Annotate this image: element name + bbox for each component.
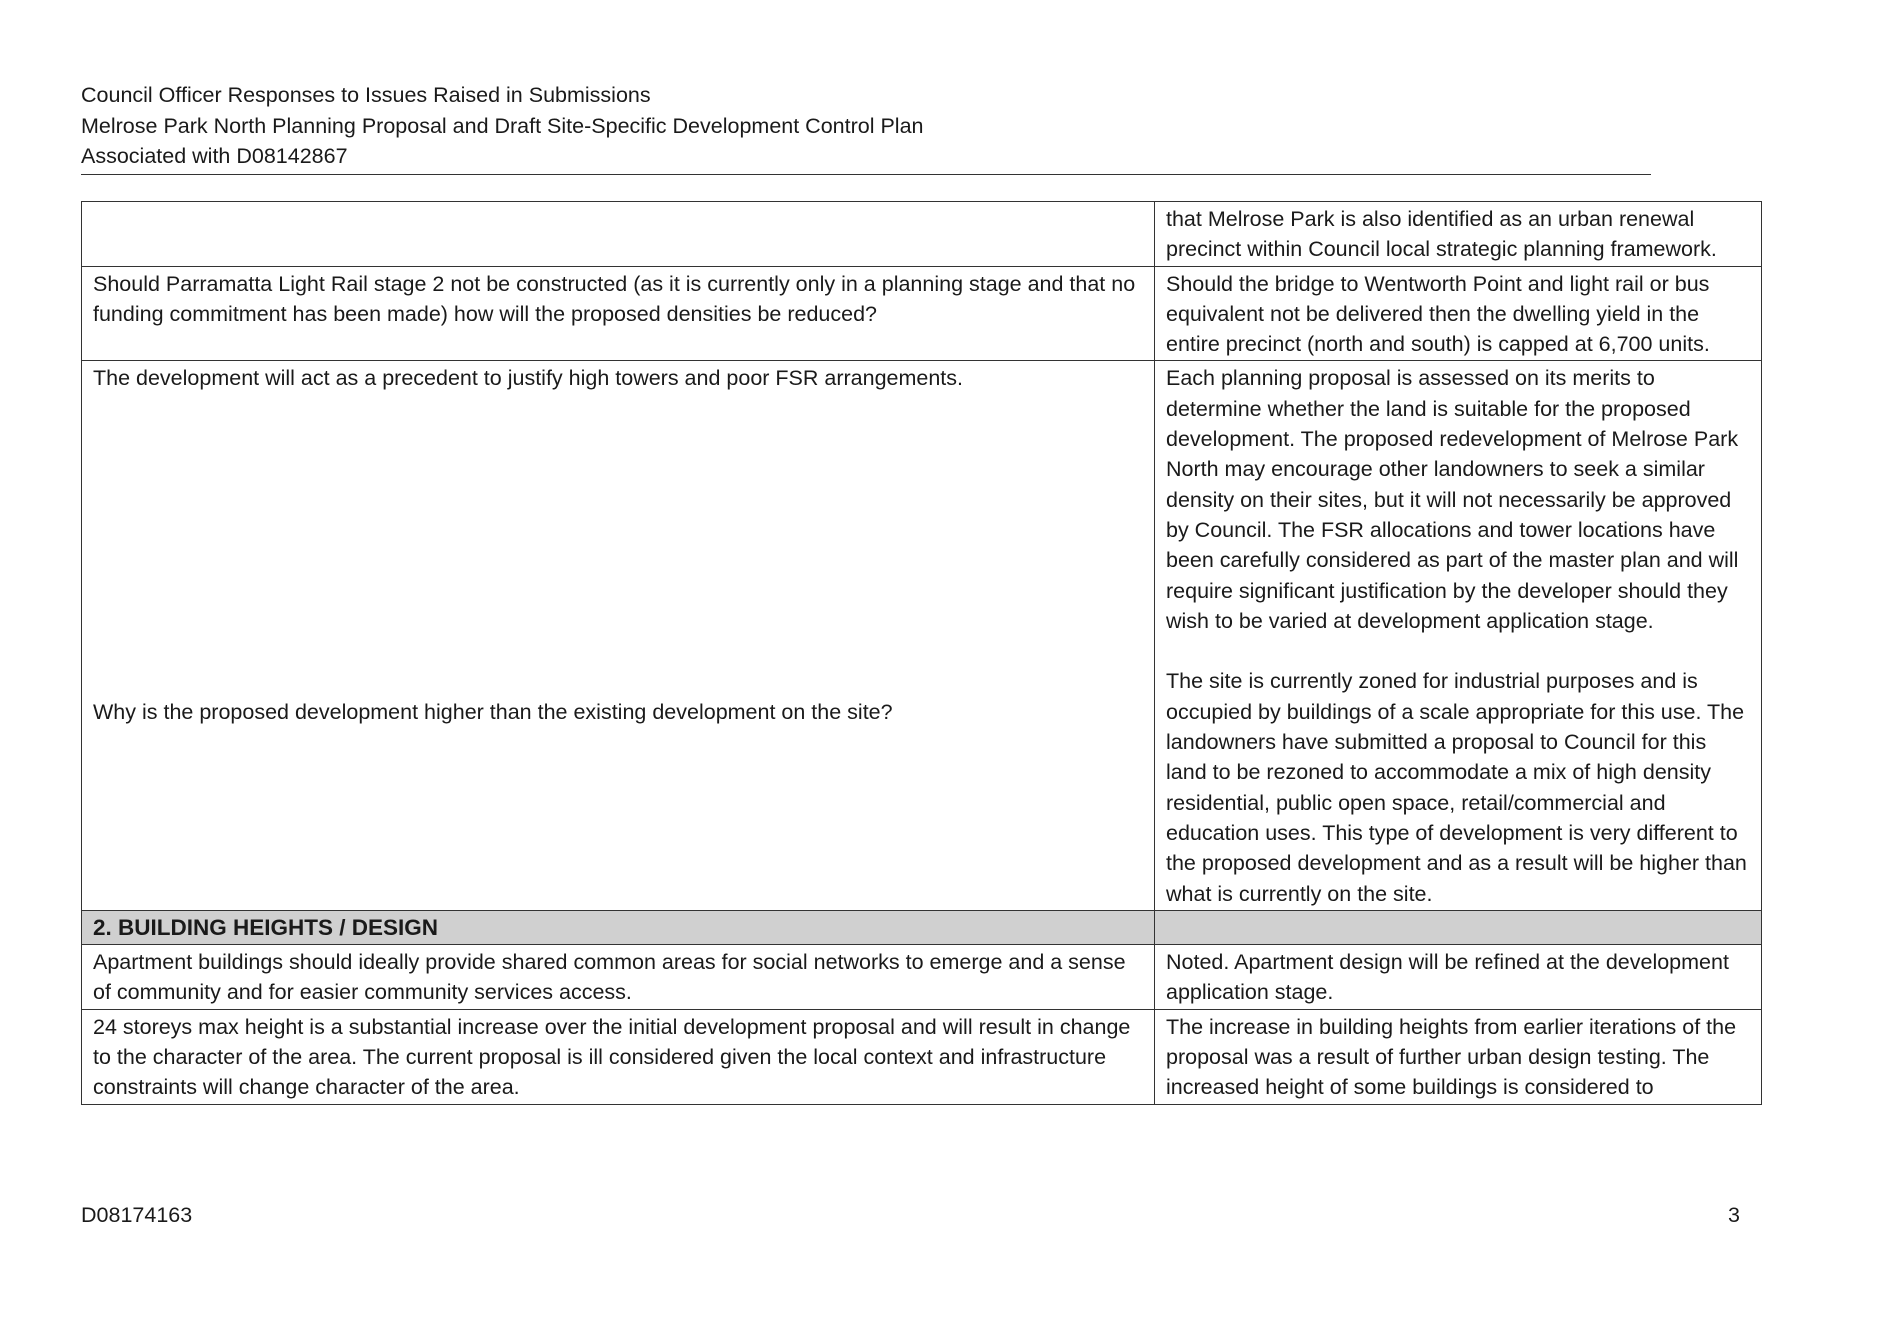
issue-cell [82, 361, 1155, 910]
issue-text: The development will act as a precedent to justify high towers and poor FSR arrangements. [93, 366, 964, 391]
header-subtitle: Melrose Park North Planning Proposal and Draft Site-Specific Development Control Plan [81, 113, 924, 138]
table-row [82, 945, 1762, 1010]
response-cell: that Melrose Park is also identified as an urban renewal precinct within Council local strategic planning framework. [1155, 202, 1762, 267]
footer-page-number: 3 [1728, 1203, 1740, 1227]
response-text: The site is currently zoned for industrial purposes and is occupied by buildings of a scale appropriate for this use. The landowners have submitted a proposal to Council for this land to be rezoned to accommodate a mix of high density residential, public open space, retail/commercial and education uses. This type of development is very different to the proposed development and as a result will be higher than what is currently on the site. [1166, 669, 1747, 906]
issue-cell [82, 202, 1155, 267]
response-cell: Noted. Apartment design will be refined at the development application stage. [1155, 945, 1762, 1010]
footer-doc-id: D08174163 [81, 1203, 193, 1227]
header-reference: Associated with D08142867 [81, 144, 348, 168]
paragraph-spacer [1166, 636, 1751, 666]
issue-cell: Should Parramatta Light Rail stage 2 not be constructed (as it is currently only in a planning stage and that no funding commitment has been made) how will the proposed densities be reduced? [82, 266, 1155, 361]
response-cell: The increase in building heights from earlier iterations of the proposal was a result of further urban design testing. The increased height of some buildings is considered to [1155, 1009, 1762, 1104]
table-row [82, 1009, 1762, 1104]
section-header-row [82, 910, 1762, 944]
page-header [81, 80, 1651, 175]
section-title: 2. BUILDING HEIGHTS / DESIGN [82, 910, 1155, 944]
response-cell [1155, 361, 1762, 910]
responses-table [81, 201, 1762, 1105]
issue-cell: 24 storeys max height is a substantial increase over the initial development proposal and will result in change to the character of the area. The current proposal is ill considered given the local context and infrastructure constraints will change character of the area. [82, 1009, 1155, 1104]
issue-cell: Apartment buildings should ideally provide shared common areas for social networks to emerge and a sense of community and for easier community services access. [82, 945, 1155, 1010]
response-cell: Should the bridge to Wentworth Point and light rail or bus equivalent not be delivered then the dwelling yield in the entire precinct (north and south) is capped at 6,700 units. [1155, 266, 1762, 361]
paragraph-spacer [93, 394, 1144, 697]
table-row [82, 361, 1762, 910]
header-title: Council Officer Responses to Issues Raised in Submissions [81, 83, 651, 107]
response-text: Each planning proposal is assessed on its merits to determine whether the land is suitable for the proposed development. The proposed redevelopment of Melrose Park North may encourage other landowners to seek a similar density on their sites, but it will not necessarily be approved by Council. The FSR allocations and tower locations have been carefully considered as part of the master plan and will require significant justification by the developer should they wish to be varied at development application stage. [1166, 366, 1739, 633]
section-blank-cell [1155, 910, 1762, 944]
table-row [82, 266, 1762, 361]
issue-text: Why is the proposed development higher than the existing development on the site? [93, 699, 893, 724]
table-row [82, 202, 1762, 267]
